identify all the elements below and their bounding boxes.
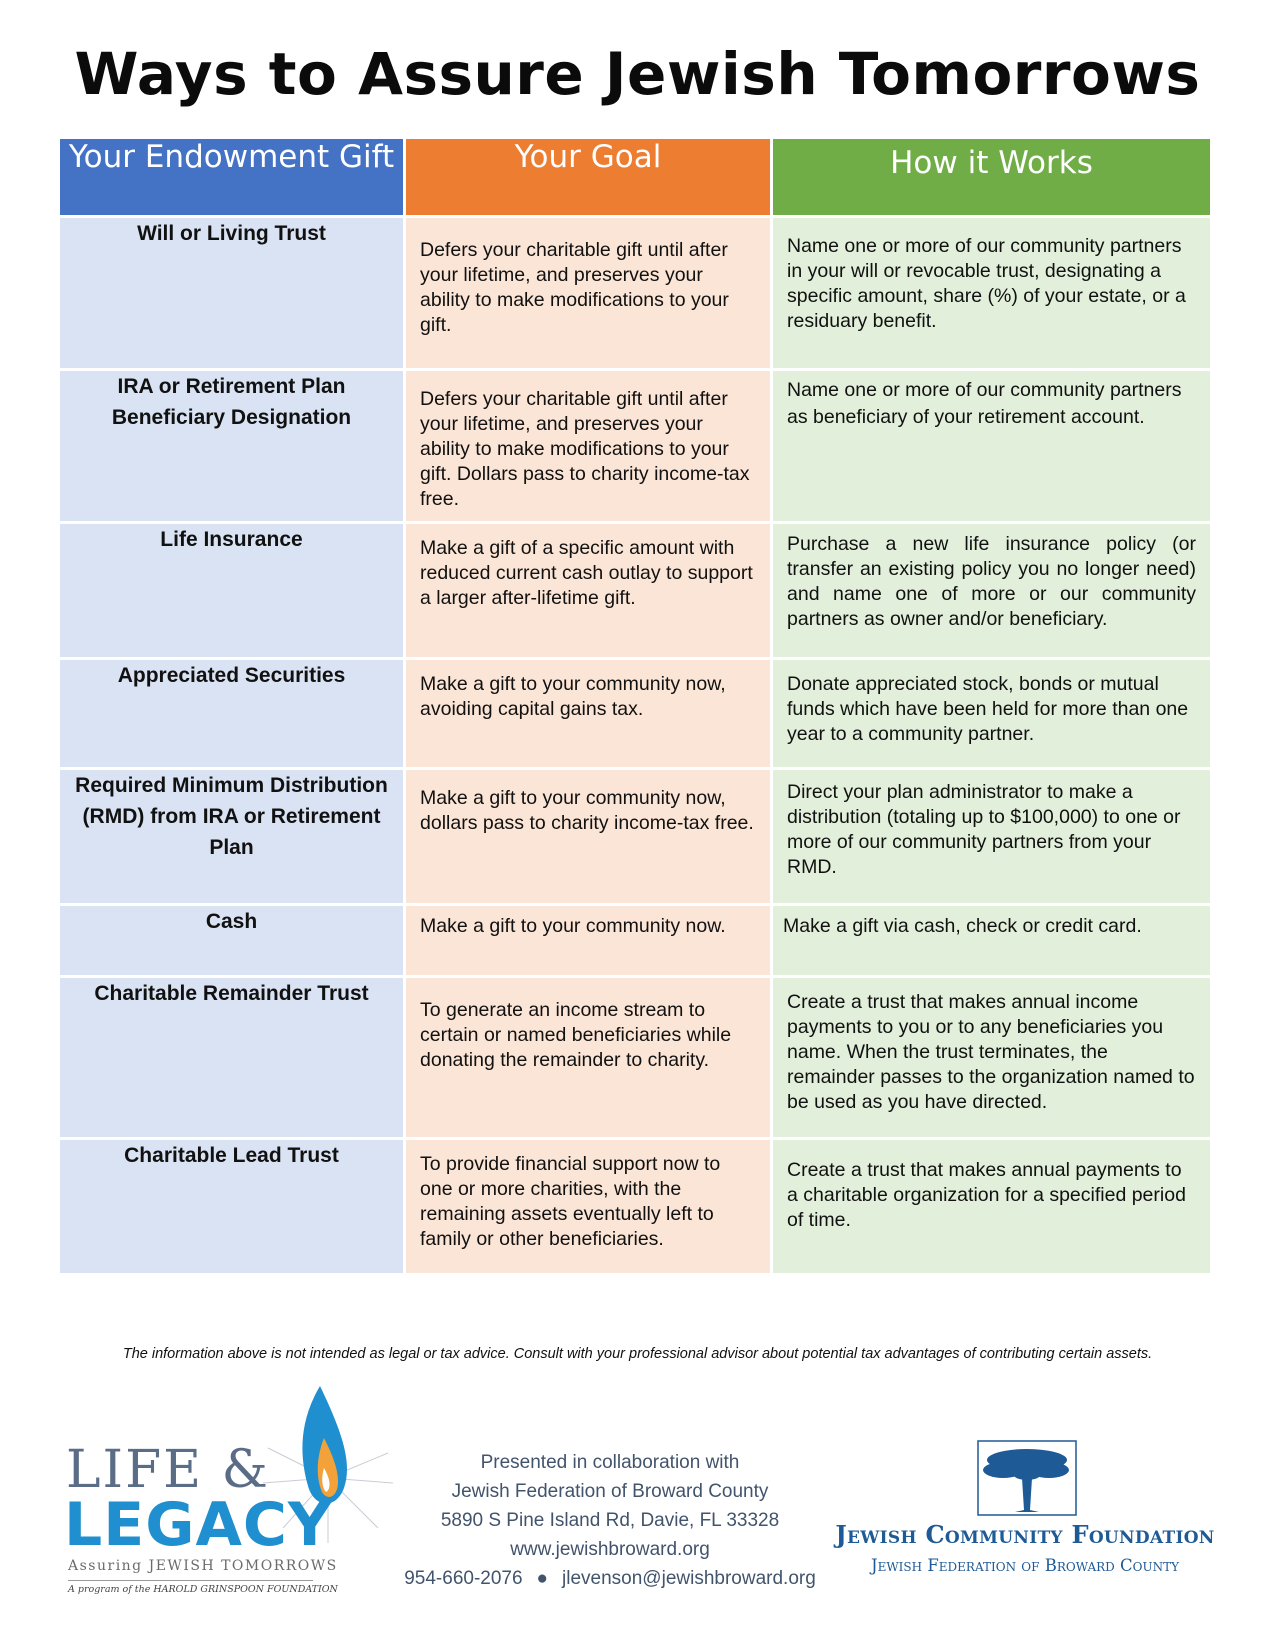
contact-block bbox=[370, 1448, 850, 1593]
jcf-logo bbox=[830, 1440, 1220, 1600]
contact-email: jlevenson@jewishbroward.org bbox=[562, 1568, 816, 1589]
how-cell: Name one or more of our community partners as beneficiary of your retirement account. bbox=[772, 370, 1212, 523]
goal-cell: To generate an income stream to certain or named beneficiaries while donating the remainder to charity. bbox=[405, 977, 772, 1139]
gift-cell: Charitable Remainder Trust bbox=[59, 977, 405, 1139]
gift-cell: Life Insurance bbox=[59, 523, 405, 659]
logo-life-text: LIFE & bbox=[66, 1440, 270, 1500]
disclaimer: The information above is not intended as legal or tax advice. Consult with your professional advisor about potential tax advantages of contributing certain assets. bbox=[122, 1346, 1153, 1362]
contact-org: Jewish Federation of Broward County bbox=[451, 1481, 769, 1502]
contact-address: 5890 S Pine Island Rd, Davie, FL 33328 bbox=[440, 1510, 780, 1531]
logo-tagline: Assuring JEWISH TOMORROWS bbox=[68, 1558, 338, 1574]
goal-cell: Make a gift to your community now, dollars pass to charity income-tax free. bbox=[405, 769, 772, 905]
header-endowment-gift: Your Endowment Gift bbox=[59, 138, 405, 217]
gift-cell: Required Minimum Distribution (RMD) from IRA or Retirement Plan bbox=[59, 769, 405, 905]
header-how-it-works: How it Works bbox=[772, 138, 1212, 217]
logo-program-text: A program of the HAROLD GRINSPOON FOUNDATION bbox=[68, 1584, 338, 1595]
table-row bbox=[59, 769, 1212, 905]
gift-cell: Will or Living Trust bbox=[59, 217, 405, 370]
endowment-gift-table bbox=[57, 136, 1213, 1276]
table-row bbox=[59, 905, 1212, 977]
table-header-row bbox=[59, 138, 1212, 217]
goal-cell: To provide financial support now to one or more charities, with the remaining assets eventually left to family or other beneficiaries. bbox=[405, 1139, 772, 1275]
logo-divider bbox=[68, 1580, 313, 1581]
table-row bbox=[59, 659, 1212, 769]
how-cell: Purchase a new life insurance policy (or transfer an existing policy you no longer need) and name one of more or our community partners as owner and/or beneficiary. bbox=[772, 523, 1212, 659]
how-cell: Name one or more of our community partners in your will or revocable trust, designating a specific amount, share (%) of your estate, or a residuary benefit. bbox=[772, 217, 1212, 370]
table-row bbox=[59, 370, 1212, 523]
gift-cell: Charitable Lead Trust bbox=[59, 1139, 405, 1275]
life-legacy-logo bbox=[62, 1378, 362, 1603]
tree-icon bbox=[977, 1440, 1077, 1516]
jcf-name: Jewish Community Foundation bbox=[835, 1520, 1215, 1549]
bullet-separator: ● bbox=[536, 1568, 549, 1589]
goal-cell: Make a gift to your community now. bbox=[405, 905, 772, 977]
how-cell: Donate appreciated stock, bonds or mutual funds which have been held for more than one year to a community partner. bbox=[772, 659, 1212, 769]
table-row bbox=[59, 217, 1212, 370]
goal-cell: Make a gift of a specific amount with reduced current cash outlay to support a larger after-lifetime gift. bbox=[405, 523, 772, 659]
gift-cell: Appreciated Securities bbox=[59, 659, 405, 769]
goal-cell: Defers your charitable gift until after your lifetime, and preserves your ability to make modifications to your gift. bbox=[405, 217, 772, 370]
how-cell: Create a trust that makes annual payments to a charitable organization for a specified period of time. bbox=[772, 1139, 1212, 1275]
jcf-subtitle: Jewish Federation of Broward County bbox=[870, 1556, 1180, 1575]
page-title: Ways to Assure Jewish Tomorrows bbox=[74, 40, 1201, 108]
table-row bbox=[59, 523, 1212, 659]
contact-phone-email bbox=[370, 1564, 850, 1593]
goal-cell: Defers your charitable gift until after your lifetime, and preserves your ability to make modifications to your gift. Dollars pass to charity income-tax free. bbox=[405, 370, 772, 523]
header-your-goal: Your Goal bbox=[405, 138, 772, 217]
goal-cell: Make a gift to your community now, avoiding capital gains tax. bbox=[405, 659, 772, 769]
how-cell: Make a gift via cash, check or credit card. bbox=[772, 905, 1212, 977]
how-cell: Direct your plan administrator to make a distribution (totaling up to $100,000) to one or more of our community partners from your RMD. bbox=[772, 769, 1212, 905]
table-row bbox=[59, 1139, 1212, 1275]
contact-website: www.jewishbroward.org bbox=[510, 1539, 710, 1560]
gift-cell: Cash bbox=[59, 905, 405, 977]
contact-phone: 954-660-2076 bbox=[404, 1568, 523, 1589]
gift-cell: IRA or Retirement Plan Beneficiary Designation bbox=[59, 370, 405, 523]
how-cell: Create a trust that makes annual income payments to you or to any beneficiaries you name. When the trust terminates, the remainder passes to the organization named to be used as you have directed. bbox=[772, 977, 1212, 1139]
table-row bbox=[59, 977, 1212, 1139]
contact-collab: Presented in collaboration with bbox=[480, 1452, 740, 1473]
logo-legacy-text: LEGACY bbox=[64, 1490, 333, 1560]
